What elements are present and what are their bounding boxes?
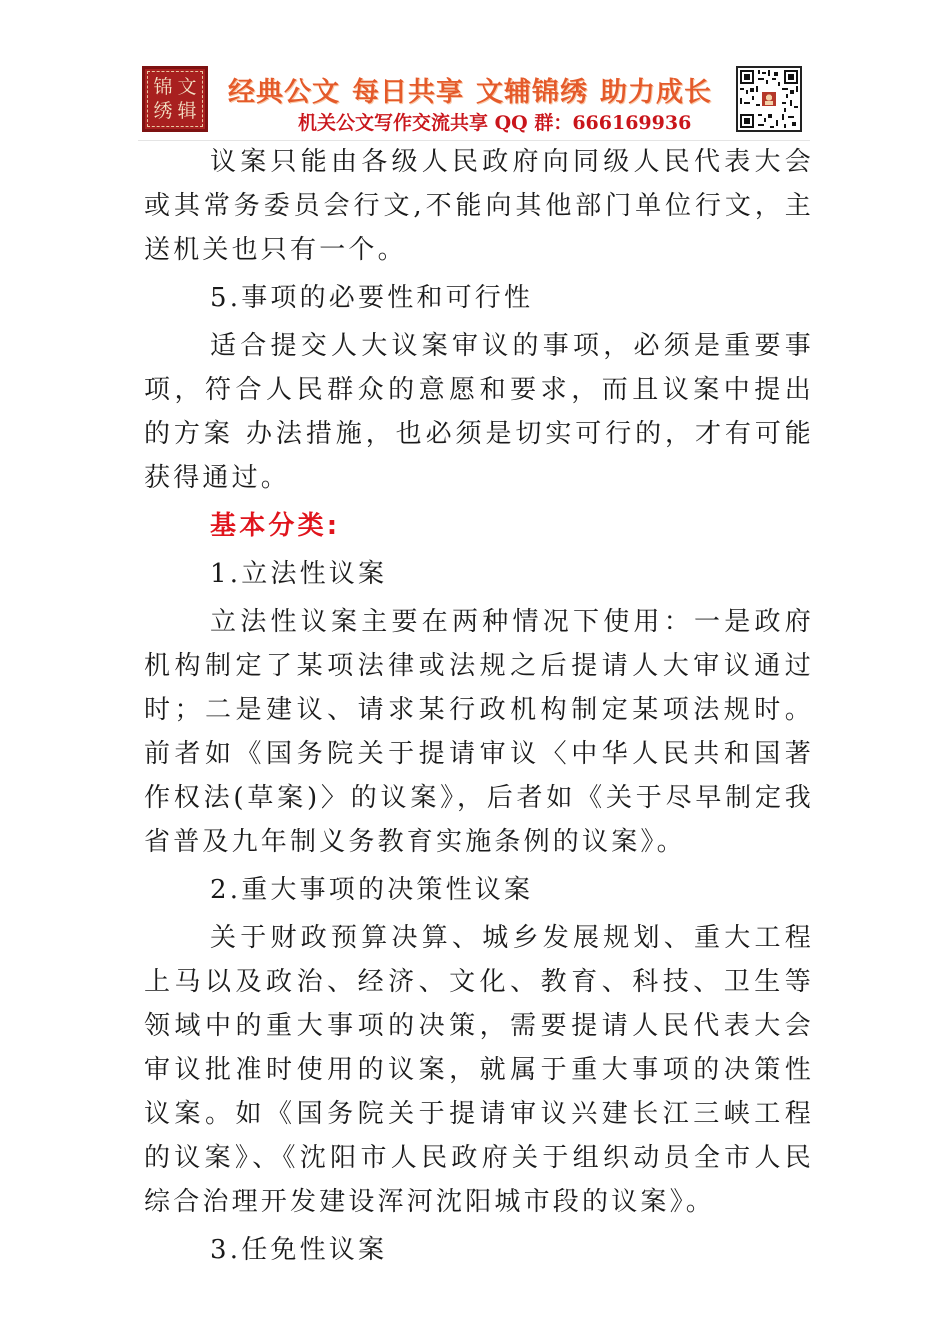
- slogan-part: 文辅锦绣: [476, 77, 588, 108]
- section-title: 1.立法性议案: [210, 559, 388, 589]
- slogan-part: 每日共享: [352, 77, 464, 108]
- slogan-part: 助力成长: [600, 77, 712, 108]
- logo-char: 绣: [153, 100, 173, 122]
- body-paragraph: 立法性议案主要在两种情况下使用：一是政府机构制定了某项法律或法规之后提请人大审议通过时；二是建议、请求某行政机构制定某项法规时。前者如《国务院关于提请审议〈中华人民共和国著作权法(草案)〉的议案》，后者如《关于尽早制定我省普及九年制义务教育实施条例的议案》。: [144, 607, 814, 857]
- logo: [142, 66, 208, 132]
- logo-char: 文: [177, 76, 197, 98]
- document-body: [144, 140, 814, 1272]
- section-title: 5.事项的必要性和可行性: [210, 283, 534, 313]
- qr-code-icon[interactable]: [736, 66, 802, 132]
- section-heading: 基本分类:: [210, 511, 341, 541]
- slogan-part: 经典公文: [228, 77, 340, 108]
- logo-char: 锦: [153, 76, 173, 98]
- body-paragraph: 议案只能由各级人民政府向同级人民代表大会或其常务委员会行文,不能向其他部门单位行文，主送机关也只有一个。: [144, 147, 814, 265]
- logo-char: 辑: [177, 100, 197, 122]
- body-paragraph: 关于财政预算决算、城乡发展规划、重大工程上马以及政治、经济、文化、教育、科技、卫生等领域中的重大事项的决策，需要提请人民代表大会审议批准时使用的议案，就属于重大事项的决策性议案。如《国务院关于提请审议兴建长江三峡工程的议案》、《沈阳市人民政府关于组织动员全市人民综合治理开发建设浑河沈阳城市段的议案》。: [144, 923, 814, 1217]
- section-title: 2.重大事项的决策性议案: [210, 875, 534, 905]
- section-title: 3.任免性议案: [210, 1235, 388, 1265]
- qq-group-line: 机关公文写作交流共享 QQ 群：666169936: [298, 112, 692, 134]
- header-slogan: [228, 70, 712, 109]
- body-paragraph: 适合提交人大议案审议的事项，必须是重要事项，符合人民群众的意愿和要求，而且议案中提出的方案 办法措施，也必须是切实可行的，才有可能获得通过。: [144, 331, 814, 493]
- header-banner: [138, 62, 810, 138]
